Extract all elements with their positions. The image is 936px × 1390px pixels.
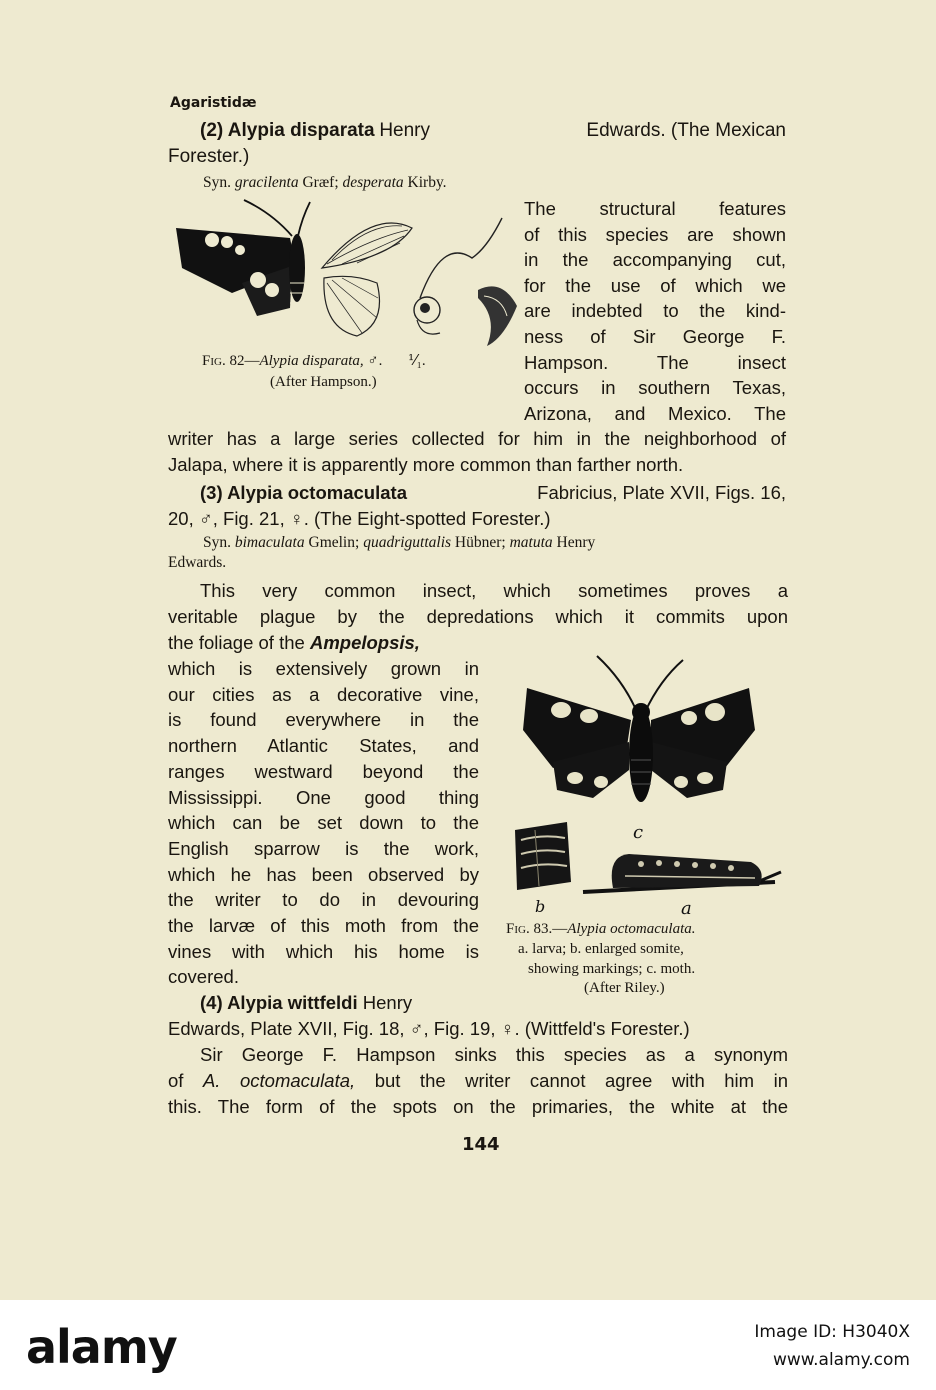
fig-83-letter-c: c: [633, 822, 644, 843]
para-3-line-2: of A. octomaculata, but the writer cannot agree with him in: [168, 1070, 789, 1091]
larva: [612, 854, 762, 888]
moth-antenna-right: [645, 660, 683, 712]
page-number: 144: [462, 1134, 500, 1155]
image-id: Image ID: H3040X: [754, 1322, 910, 1342]
moth-spot: [594, 776, 608, 788]
wrap-text-1: The structural features of this species are shown in the accompanying cut, for the use of which we are indebted to the kind- ness of Sir George F. Hampson. The insect occurs in southern Texas, Arizona, and Mexico. The: [524, 198, 786, 424]
moth-spot: [705, 703, 725, 721]
section-3-heading: (3) Alypia octomaculata Fabricius, Plate XVII, Figs. 16,: [200, 482, 786, 503]
section-4-heading: (4) Alypia wittfeldi Henry: [200, 992, 413, 1013]
palpus-detail: [478, 286, 517, 346]
site-url: www.alamy.com: [772, 1350, 910, 1370]
moth-antenna-left: [597, 656, 637, 712]
head-antenna: [420, 218, 502, 298]
section-2-author: Henry: [379, 120, 431, 141]
antenna-right: [298, 202, 310, 236]
fig-83-illustration: [505, 650, 795, 920]
fig-83-caption-line-3: showing markings; c. moth.: [528, 961, 696, 977]
moth-spot: [674, 776, 688, 788]
fig-83-letter-b: b: [535, 897, 546, 916]
section-3-synonyms: Syn. bimaculata Gmelin; quadriguttalis Hübner; matuta Henry: [203, 534, 596, 551]
wrap-text-2: which is extensively grown in our cities as a decorative vine, is found everywhere in the northern Atlantic States, and ranges westward beyond the Mississippi. One good thing which can be set down to the English sparrow is the work, which he has been observed by the writer to do in devouring the larvæ of this moth from the vines with which his home is covered.: [168, 658, 479, 988]
antenna-left: [244, 200, 292, 236]
moth-spot: [697, 772, 713, 784]
section-4-line-2: Edwards, Plate XVII, Fig. 18, ♂, Fig. 19, ♀. (Wittfeld's Forester.): [168, 1018, 690, 1039]
section-2-heading: [200, 118, 786, 144]
section-2-common-end: Forester.): [168, 146, 250, 167]
fig-83-letter-a: a: [681, 898, 692, 919]
section-2-synonyms: Syn. gracilenta Græf; desperata Kirby.: [203, 174, 447, 191]
alamy-logo: alamy: [26, 1320, 177, 1374]
para-1-line-2: Jalapa, where it is apparently more common than farther north.: [168, 454, 684, 475]
para-1-line-1: writer has a large series collected for him in the neighborhood of: [168, 428, 786, 449]
fig-82-credit: (After Hampson.): [270, 374, 377, 390]
watermark-banner: [0, 1300, 936, 1390]
moth-body: [289, 234, 305, 302]
moth-spot: [580, 709, 598, 723]
hindwing-venation: [324, 276, 380, 336]
fig-83-caption-line-2: a. larva; b. enlarged somite,: [518, 941, 684, 957]
forewing-venation: [322, 223, 412, 268]
para-2-line-1: This very common insect, which sometimes proves a: [200, 580, 788, 601]
section-2-author-cont: Edwards. (The Mexican: [586, 120, 786, 141]
para-3-line-1: Sir George F. Hampson sinks this species as a synonym: [200, 1044, 788, 1065]
enlarged-somite: [515, 822, 571, 890]
fig-83-credit: (After Riley.): [584, 980, 665, 996]
fig-82-illustration: [172, 198, 522, 348]
moth-spot: [681, 711, 697, 725]
running-head: Agaristidæ: [170, 95, 257, 111]
fig-82-caption: Fig. 82—Alypia disparata, ♂. ⅟₁.: [202, 353, 426, 369]
fig-83-caption: Fig. 83.—Alypia octomaculata.: [506, 921, 696, 937]
para-3-line-3: this. The form of the spots on the primaries, the white at the: [168, 1096, 788, 1117]
section-2-title: (2) Alypia disparata: [200, 120, 375, 141]
moth-spot: [567, 772, 583, 784]
para-2-line-2: veritable plague by the depredations which it commits upon: [168, 606, 788, 627]
moth-spot: [551, 702, 571, 718]
para-2-line-3: the foliage of the Ampelopsis,: [168, 632, 420, 653]
section-3-synonyms-cont: Edwards.: [168, 554, 227, 571]
section-3-line-2: 20, ♂, Fig. 21, ♀. (The Eight-spotted Forester.): [168, 508, 551, 529]
